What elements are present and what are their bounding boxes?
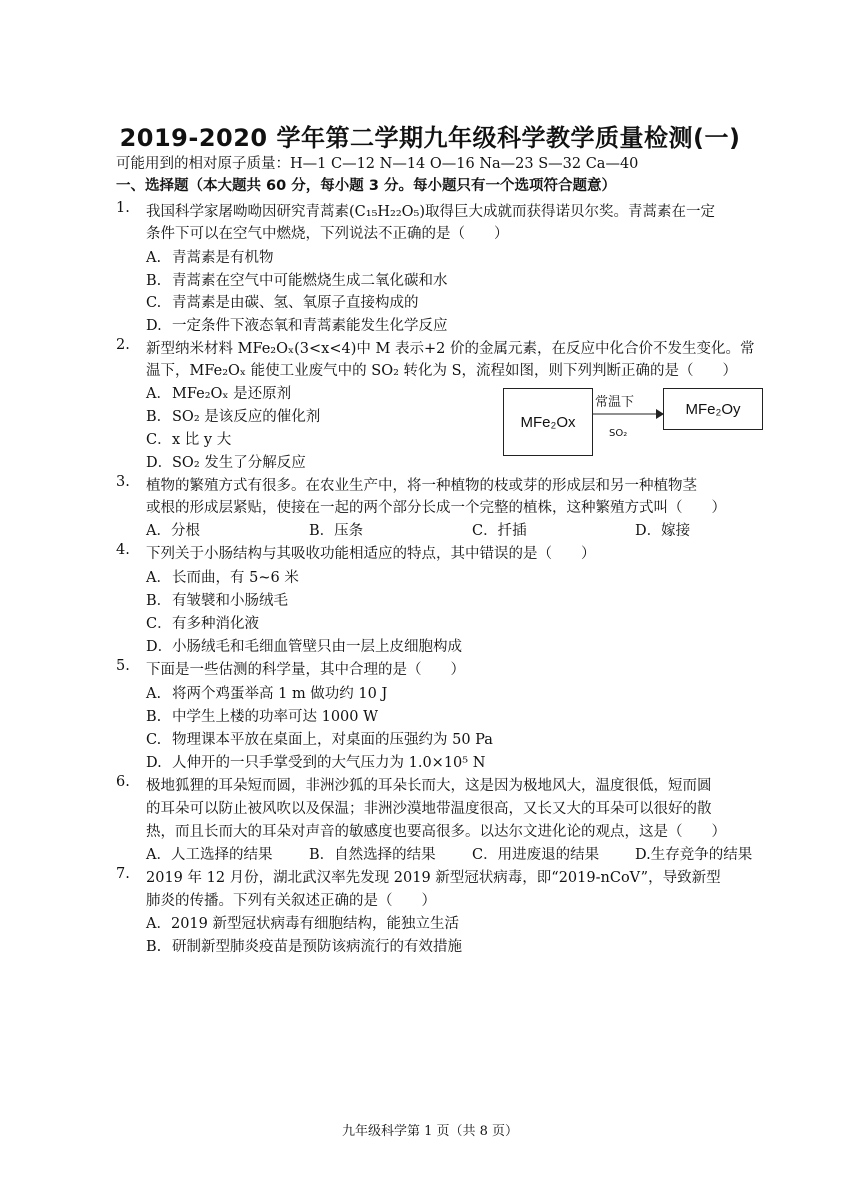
arrow-bottom-label: SO₂ (609, 428, 628, 439)
option-c: C．用进废退的结果 (472, 847, 600, 863)
question-text: 下面是一些估测的科学量，其中合理的是（ ） (146, 662, 465, 678)
question-text: 肺炎的传播。下列有关叙述正确的是（ ） (146, 893, 436, 909)
question-text: 温下，MFe₂Oₓ 能使工业废气中的 SO₂ 转化为 S，流程如图，则下列判断正确的是（ ） (146, 363, 738, 379)
option-a: A. 青蒿素是有机物 (146, 250, 274, 266)
option-a: A．分根 (146, 523, 200, 539)
arrow-top-label: 常温下 (595, 395, 635, 410)
question-text: 极地狐狸的耳朵短而圆，非洲沙狐的耳朵长而大，这是因为极地风大，温度很低，短而圆 (146, 778, 712, 794)
product-box: MFe₂Oy (663, 388, 763, 430)
option-b: B．压条 (309, 523, 364, 539)
option-a: A．MFe₂Oₓ 是还原剂 (146, 386, 292, 402)
question-text: 新型纳米材料 MFe₂Oₓ(3<x<4)中 M 表示+2 价的金属元素，在反应中化合价不发生变化。常 (146, 341, 755, 357)
option-d: D.生存竞争的结果 (635, 847, 753, 863)
question-number: 3. (116, 474, 130, 490)
option-b: B. 研制新型肺炎疫苗是预防该病流行的有效措施 (146, 939, 462, 955)
section-heading: 一、选择题（本大题共 60 分，每小题 3 分。每小题只有一个选项符合题意） (116, 178, 616, 194)
option-b: B. 中学生上楼的功率可达 1000 W (146, 709, 379, 725)
option-a: A．人工选择的结果 (146, 847, 273, 863)
option-b: B．SO₂ 是该反应的催化剂 (146, 409, 321, 425)
reaction-flow-diagram (503, 388, 763, 456)
option-d: D．SO₂ 发生了分解反应 (146, 455, 306, 471)
question-text: 植物的繁殖方式有很多。在农业生产中，将一种植物的枝或芽的形成层和另一种植物茎 (146, 478, 697, 494)
option-a: A. 将两个鸡蛋举高 1 m 做功约 10 J (146, 686, 388, 702)
option-c: C．扦插 (472, 523, 527, 539)
question-number: 6. (116, 774, 130, 790)
question-text: 的耳朵可以防止被风吹以及保温；非洲沙漠地带温度很高，又长又大的耳朵可以很好的散 (146, 801, 712, 817)
page-footer: 九年级科学第 1 页（共 8 页） (341, 1124, 519, 1139)
question-number: 2. (116, 337, 130, 353)
option-a: A．长而曲，有 5~6 米 (146, 570, 299, 586)
option-c: C. 青蒿素是由碳、氢、氧原子直接构成的 (146, 295, 419, 311)
question-number: 5. (116, 658, 130, 674)
option-a: A．2019 新型冠状病毒有细胞结构，能独立生活 (146, 916, 459, 932)
page-title: 2019-2020 学年第二学期九年级科学教学质量检测(一) (119, 124, 741, 152)
reactant-box: MFe₂Ox (503, 388, 593, 456)
question-number: 1. (116, 200, 130, 216)
option-c: C. 物理课本平放在桌面上，对桌面的压强约为 50 Pa (146, 732, 493, 748)
atomic-masses: 可能用到的相对原子质量：H—1 C—12 N—14 O—16 Na—23 S—32 Ca—40 (116, 156, 639, 172)
option-d: D. 人伸开的一只手掌受到的大气压力为 1.0×10⁵ N (146, 755, 486, 771)
option-c: C．有多种消化液 (146, 616, 259, 632)
question-text: 我国科学家屠呦呦因研究青蒿素(C₁₅H₂₂O₅)取得巨大成就而获得诺贝尔奖。青蒿素在一定 (146, 204, 716, 220)
question-number: 4. (116, 542, 130, 558)
option-d: D．小肠绒毛和毛细血管壁只由一层上皮细胞构成 (146, 639, 462, 655)
question-text: 或根的形成层紧贴，使接在一起的两个部分长成一个完整的植株，这种繁殖方式叫（ ） (146, 500, 726, 516)
question-number: 7. (116, 866, 130, 882)
option-b: B．有皱襞和小肠绒毛 (146, 593, 288, 609)
option-d: D．嫁接 (635, 523, 691, 539)
option-d: D. 一定条件下液态氧和青蒿素能发生化学反应 (146, 318, 448, 334)
question-text: 热，而且长而大的耳朵对声音的敏感度也要高很多。以达尔文进化论的观点，这是（ ） (146, 824, 726, 840)
question-text: 条件下可以在空气中燃烧，下列说法不正确的是（ ） (146, 226, 509, 242)
question-text: 2019 年 12 月份，湖北武汉率先发现 2019 新型冠状病毒，即“2019-nCoV”，导致新型 (146, 870, 721, 886)
option-c: C．x 比 y 大 (146, 432, 232, 448)
option-b: B．自然选择的结果 (309, 847, 436, 863)
question-text: 下列关于小肠结构与其吸收功能相适应的特点，其中错误的是（ ） (146, 546, 596, 562)
right-arrow-icon (592, 408, 664, 420)
option-b: B. 青蒿素在空气中可能燃烧生成二氧化碳和水 (146, 273, 448, 289)
